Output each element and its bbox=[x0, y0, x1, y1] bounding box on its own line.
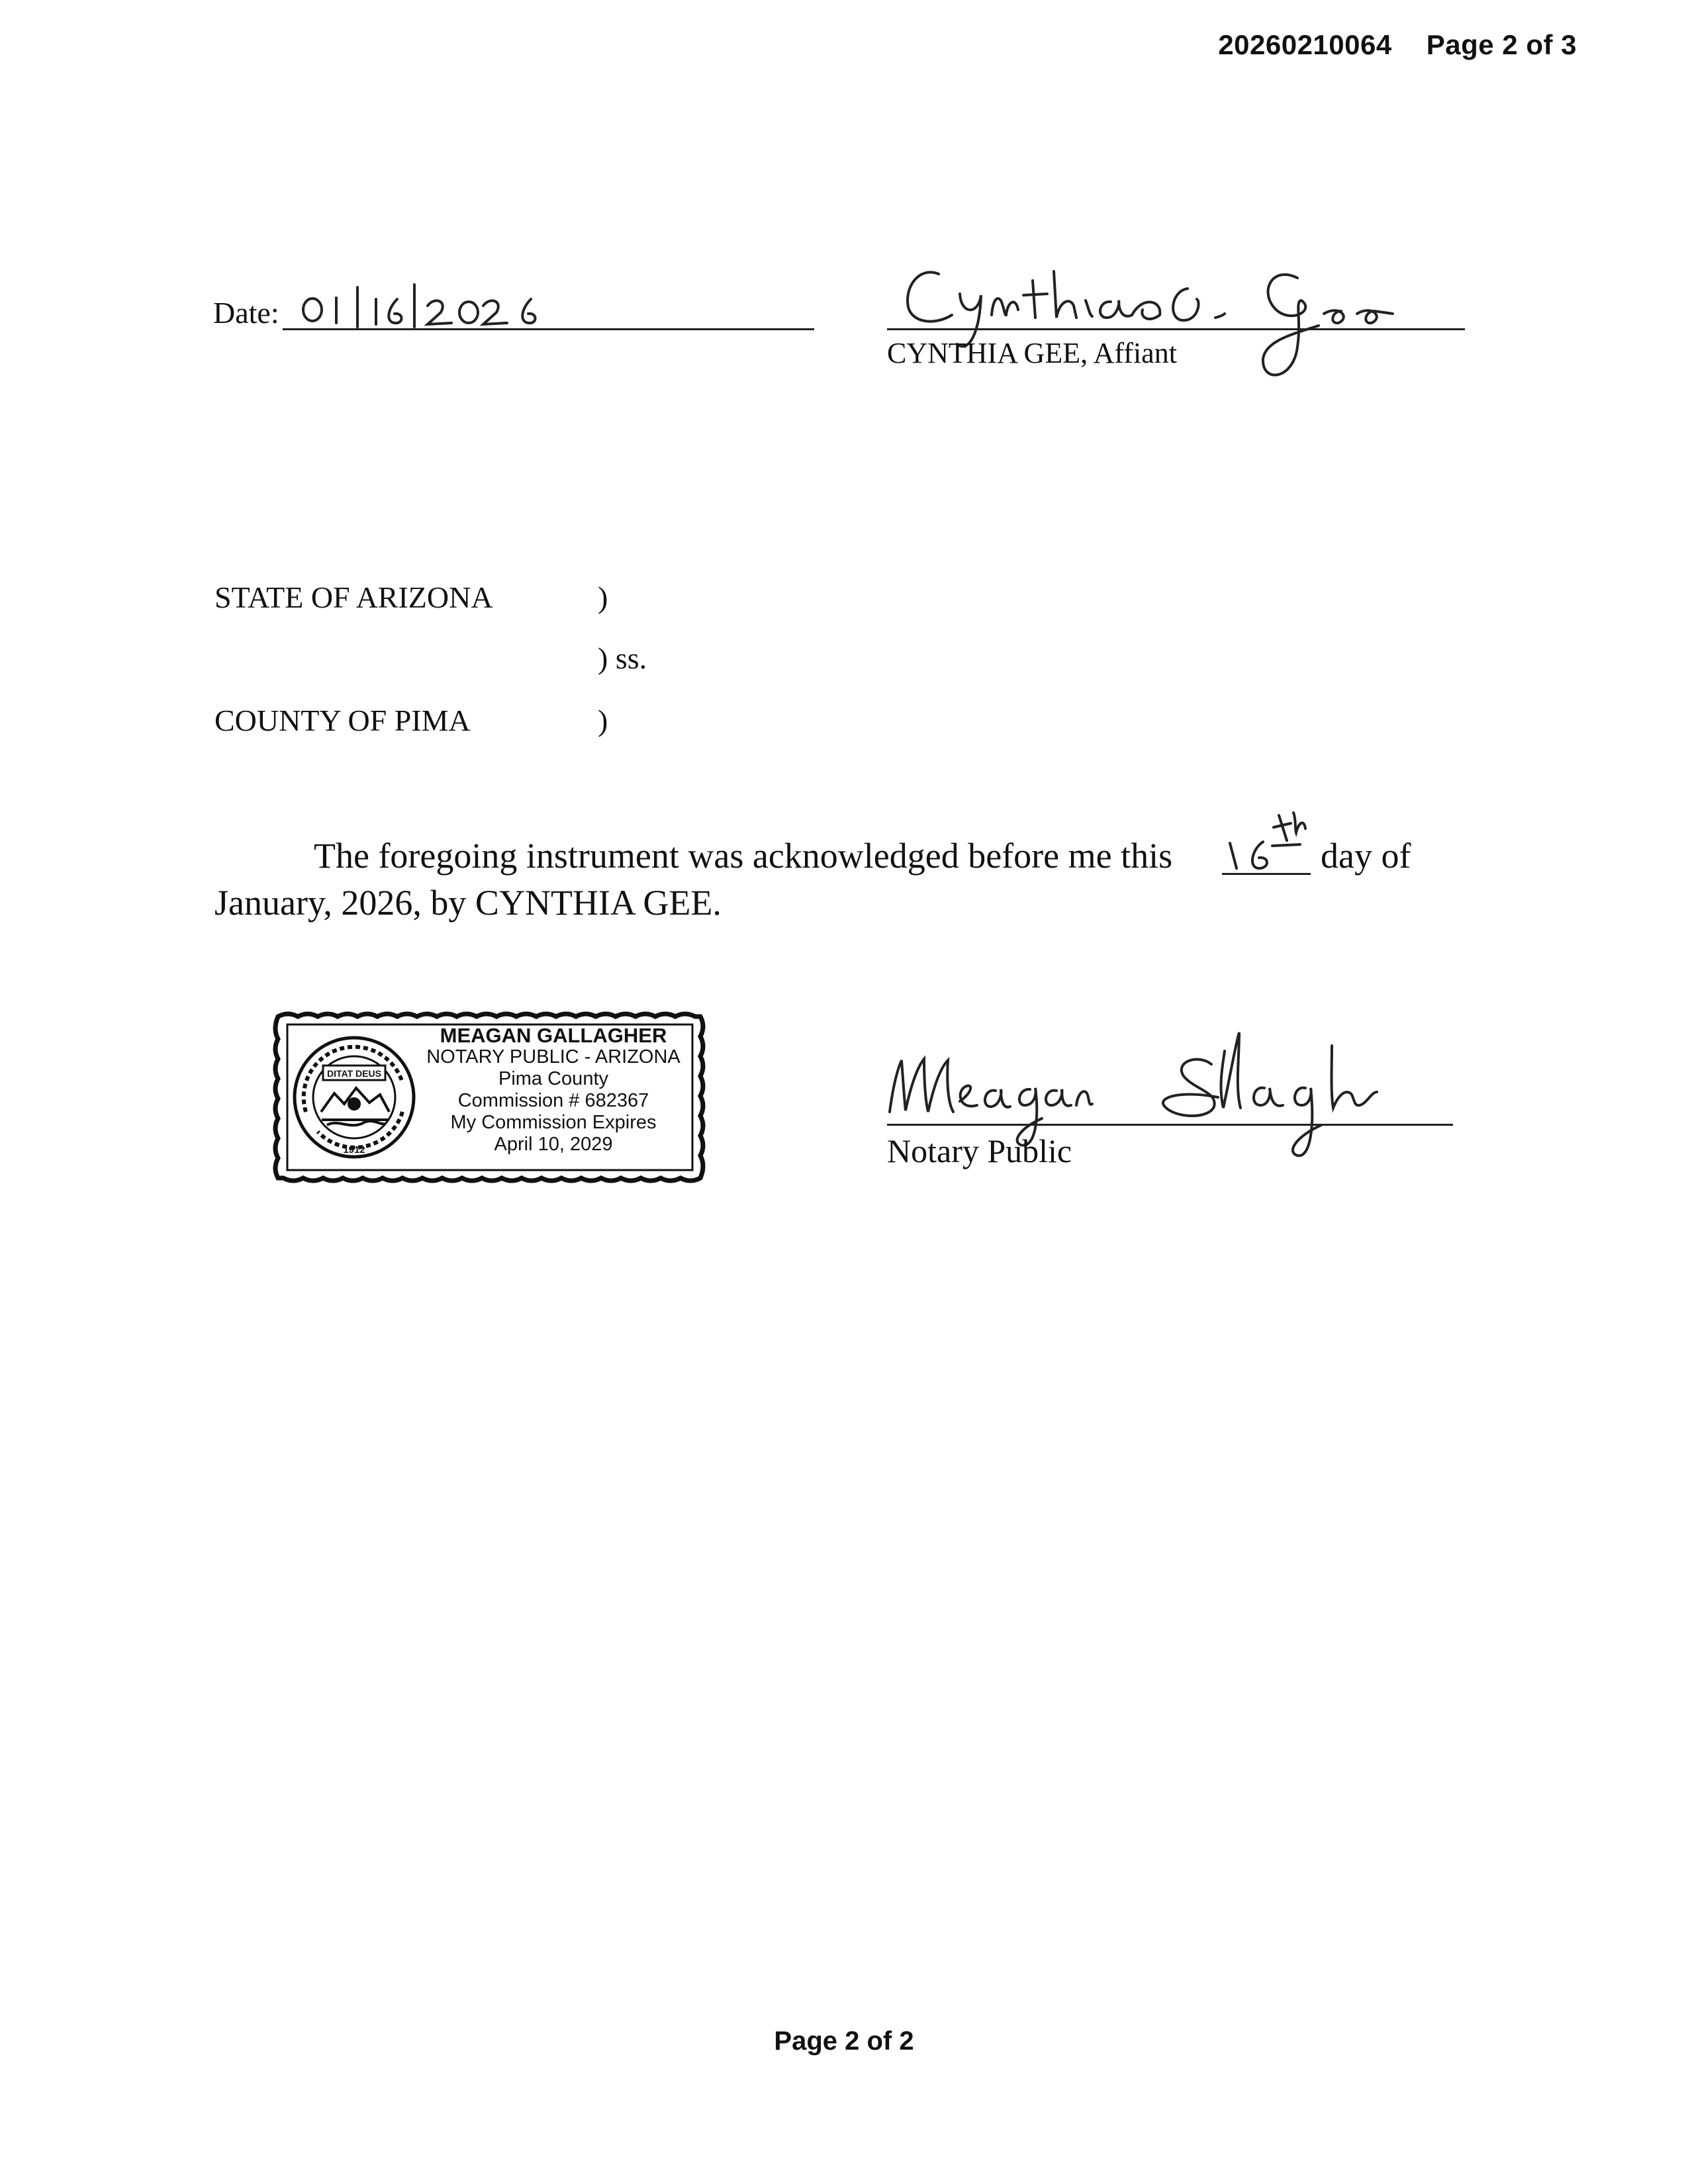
venue-paren-top: ) bbox=[598, 580, 608, 614]
stamp-expires-date: April 10, 2029 bbox=[494, 1134, 613, 1155]
seal-motto: DITAT DEUS bbox=[327, 1068, 381, 1079]
arizona-seal-icon bbox=[291, 1032, 417, 1162]
page-footer: Page 2 of 2 bbox=[774, 2026, 914, 2056]
stamp-county: Pima County bbox=[498, 1068, 608, 1089]
stamp-text-block bbox=[410, 1024, 696, 1156]
stamp-notary-title: NOTARY PUBLIC - ARIZONA bbox=[426, 1046, 680, 1068]
stamp-expires-label: My Commission Expires bbox=[450, 1112, 657, 1133]
handwritten-day bbox=[1222, 802, 1315, 875]
handwritten-date bbox=[298, 278, 602, 331]
acknowledgment-line-1: The foregoing instrument was acknowledged before me this bbox=[314, 836, 1173, 876]
state-line: STATE OF ARIZONA bbox=[214, 580, 493, 614]
header-page-label: Page 2 of 3 bbox=[1426, 29, 1577, 60]
county-line: COUNTY OF PIMA bbox=[214, 704, 471, 737]
date-label: Date: bbox=[213, 296, 279, 330]
affiant-signature-line bbox=[887, 328, 1465, 330]
document-number: 20260210064 bbox=[1218, 29, 1392, 60]
affiant-signature bbox=[900, 254, 1470, 400]
affiant-name: CYNTHIA GEE, Affiant bbox=[887, 337, 1177, 369]
venue-paren-bottom: ) bbox=[598, 704, 608, 737]
venue-ss: ) ss. bbox=[598, 641, 647, 675]
acknowledgment-line-2: January, 2026, by CYNTHIA GEE. bbox=[214, 883, 722, 923]
notary-stamp bbox=[271, 1009, 708, 1186]
document-header bbox=[1218, 29, 1577, 61]
stamp-commission-number: Commission # 682367 bbox=[457, 1090, 649, 1111]
notary-signature-line bbox=[887, 1124, 1453, 1126]
stamp-notary-name: MEAGAN GALLAGHER bbox=[440, 1024, 667, 1047]
notary-label: Notary Public bbox=[887, 1132, 1072, 1169]
acknowledgment-day-of: day of bbox=[1321, 836, 1411, 876]
seal-year: 1912 bbox=[343, 1144, 365, 1156]
